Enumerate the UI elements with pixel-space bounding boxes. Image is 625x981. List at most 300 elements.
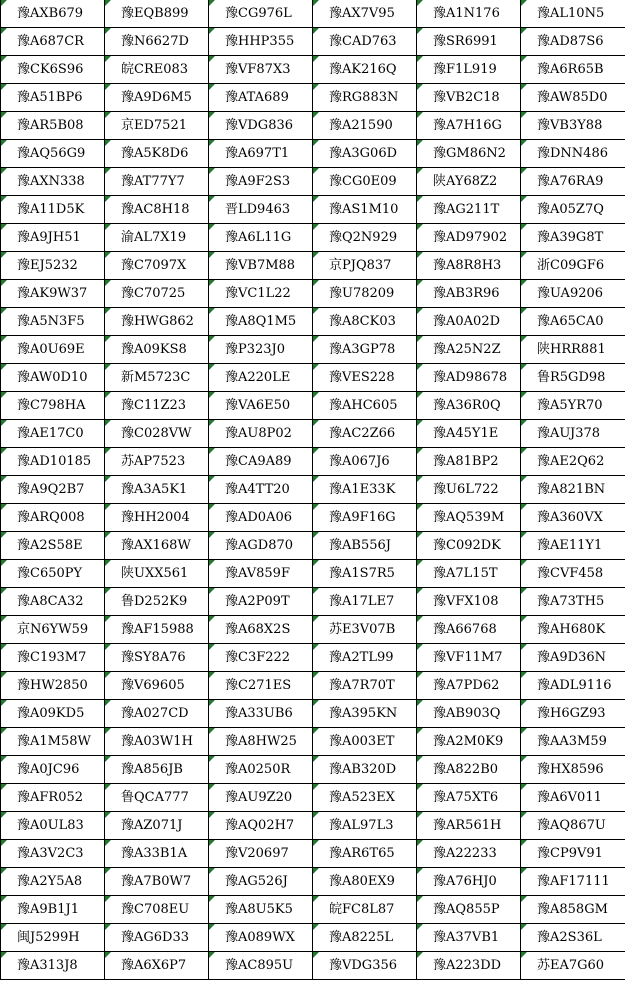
plate-cell[interactable] bbox=[105, 504, 209, 532]
plate-cell[interactable] bbox=[313, 756, 417, 784]
plate-cell[interactable] bbox=[209, 924, 313, 952]
plate-text: 豫A0JC96 bbox=[17, 762, 80, 777]
plate-cell[interactable] bbox=[1, 140, 105, 168]
plate-cell[interactable] bbox=[209, 140, 313, 168]
plate-cell[interactable] bbox=[209, 644, 313, 672]
plate-cell[interactable] bbox=[105, 56, 209, 84]
plate-text: 豫A36R0Q bbox=[433, 398, 501, 413]
plate-cell[interactable] bbox=[1, 28, 105, 56]
plate-cell[interactable] bbox=[521, 812, 625, 840]
plate-cell[interactable] bbox=[105, 112, 209, 140]
plate-cell[interactable] bbox=[521, 448, 625, 476]
plate-text: 豫DNN486 bbox=[537, 146, 608, 161]
text-number-indicator-icon bbox=[417, 252, 423, 258]
plate-cell[interactable] bbox=[105, 392, 209, 420]
plate-cell[interactable] bbox=[313, 504, 417, 532]
plate-cell[interactable] bbox=[313, 672, 417, 700]
plate-cell[interactable] bbox=[313, 364, 417, 392]
plate-cell[interactable] bbox=[105, 560, 209, 588]
plate-cell[interactable] bbox=[209, 560, 313, 588]
plate-cell[interactable] bbox=[1, 392, 105, 420]
plate-cell[interactable] bbox=[1, 364, 105, 392]
plate-cell[interactable] bbox=[417, 196, 521, 224]
plate-text: 豫A1N176 bbox=[433, 6, 500, 21]
plate-cell[interactable] bbox=[521, 392, 625, 420]
plate-cell[interactable] bbox=[1, 420, 105, 448]
plate-text: 豫CVF458 bbox=[537, 566, 604, 581]
plate-cell[interactable] bbox=[1, 644, 105, 672]
plate-text: 豫C193M7 bbox=[17, 650, 87, 665]
text-number-indicator-icon bbox=[313, 476, 319, 482]
text-number-indicator-icon bbox=[105, 224, 111, 230]
plate-text: 豫A65CA0 bbox=[537, 314, 604, 329]
plate-cell[interactable] bbox=[209, 168, 313, 196]
plate-cell[interactable] bbox=[209, 112, 313, 140]
plate-cell[interactable] bbox=[105, 728, 209, 756]
plate-cell[interactable] bbox=[313, 840, 417, 868]
plate-cell[interactable] bbox=[1, 336, 105, 364]
plate-text: 豫UA9206 bbox=[537, 286, 604, 301]
plate-cell[interactable] bbox=[1, 196, 105, 224]
plate-cell[interactable] bbox=[417, 532, 521, 560]
plate-cell[interactable] bbox=[105, 252, 209, 280]
plate-cell[interactable] bbox=[417, 728, 521, 756]
plate-cell[interactable] bbox=[417, 896, 521, 924]
plate-cell[interactable] bbox=[521, 644, 625, 672]
plate-cell[interactable] bbox=[521, 224, 625, 252]
text-number-indicator-icon bbox=[1, 168, 7, 174]
text-number-indicator-icon bbox=[521, 616, 527, 622]
plate-cell[interactable] bbox=[209, 476, 313, 504]
plate-cell[interactable] bbox=[1, 168, 105, 196]
plate-cell[interactable] bbox=[313, 532, 417, 560]
plate-cell[interactable] bbox=[209, 0, 313, 28]
text-number-indicator-icon bbox=[209, 364, 215, 370]
plate-cell[interactable] bbox=[417, 224, 521, 252]
plate-cell[interactable] bbox=[105, 700, 209, 728]
plate-cell[interactable] bbox=[521, 840, 625, 868]
plate-text: 豫AK9W37 bbox=[17, 286, 88, 301]
plate-cell[interactable] bbox=[417, 868, 521, 896]
text-number-indicator-icon bbox=[1, 784, 7, 790]
text-number-indicator-icon bbox=[209, 140, 215, 146]
plate-text: 豫A2Y5A8 bbox=[17, 874, 83, 889]
text-number-indicator-icon bbox=[521, 672, 527, 678]
plate-cell[interactable] bbox=[313, 896, 417, 924]
plate-cell[interactable] bbox=[417, 476, 521, 504]
plate-cell[interactable] bbox=[209, 336, 313, 364]
plate-cell[interactable] bbox=[105, 364, 209, 392]
plate-cell[interactable] bbox=[521, 252, 625, 280]
plate-text: 鲁R5GD98 bbox=[537, 370, 606, 385]
text-number-indicator-icon bbox=[417, 560, 423, 566]
plate-cell[interactable] bbox=[521, 364, 625, 392]
plate-cell[interactable] bbox=[313, 924, 417, 952]
plate-cell[interactable] bbox=[521, 616, 625, 644]
text-number-indicator-icon bbox=[313, 588, 319, 594]
plate-cell[interactable] bbox=[1, 700, 105, 728]
text-number-indicator-icon bbox=[1, 392, 7, 398]
plate-cell[interactable] bbox=[417, 812, 521, 840]
text-number-indicator-icon bbox=[521, 644, 527, 650]
text-number-indicator-icon bbox=[209, 420, 215, 426]
plate-cell[interactable] bbox=[521, 476, 625, 504]
plate-cell[interactable] bbox=[521, 196, 625, 224]
table-row bbox=[1, 756, 625, 784]
plate-cell[interactable] bbox=[313, 448, 417, 476]
text-number-indicator-icon bbox=[313, 532, 319, 538]
plate-text: 豫AW85D0 bbox=[537, 90, 608, 105]
plate-cell[interactable] bbox=[521, 728, 625, 756]
plate-cell[interactable] bbox=[209, 952, 313, 980]
text-number-indicator-icon bbox=[105, 140, 111, 146]
plate-cell[interactable] bbox=[313, 728, 417, 756]
plate-cell[interactable] bbox=[1, 84, 105, 112]
plate-cell[interactable] bbox=[417, 420, 521, 448]
plate-cell[interactable] bbox=[209, 308, 313, 336]
plate-cell[interactable] bbox=[521, 784, 625, 812]
text-number-indicator-icon bbox=[105, 672, 111, 678]
plate-text: 豫A39G8T bbox=[537, 230, 604, 245]
plate-cell[interactable] bbox=[209, 84, 313, 112]
text-number-indicator-icon bbox=[1, 112, 7, 118]
plate-cell[interactable] bbox=[209, 280, 313, 308]
plate-cell[interactable] bbox=[105, 140, 209, 168]
plate-cell[interactable] bbox=[1, 952, 105, 980]
plate-cell[interactable] bbox=[105, 672, 209, 700]
plate-cell[interactable] bbox=[521, 504, 625, 532]
plate-cell[interactable] bbox=[1, 112, 105, 140]
plate-cell[interactable] bbox=[105, 756, 209, 784]
plate-text: 豫A9F2S3 bbox=[225, 174, 291, 189]
plate-cell[interactable] bbox=[1, 252, 105, 280]
plate-cell[interactable] bbox=[209, 840, 313, 868]
plate-cell[interactable] bbox=[105, 896, 209, 924]
plate-text: 豫U78209 bbox=[329, 286, 395, 301]
plate-cell[interactable] bbox=[209, 868, 313, 896]
plate-cell[interactable] bbox=[313, 0, 417, 28]
plate-cell[interactable] bbox=[1, 504, 105, 532]
plate-text: 豫A360VX bbox=[537, 510, 603, 525]
text-number-indicator-icon bbox=[313, 0, 319, 6]
plate-cell[interactable] bbox=[1, 476, 105, 504]
plate-cell[interactable] bbox=[313, 868, 417, 896]
text-number-indicator-icon bbox=[313, 616, 319, 622]
plate-cell[interactable] bbox=[209, 252, 313, 280]
plate-cell[interactable] bbox=[209, 392, 313, 420]
plate-cell[interactable] bbox=[1, 924, 105, 952]
plate-cell[interactable] bbox=[209, 728, 313, 756]
plate-text: 豫A66768 bbox=[433, 622, 497, 637]
plate-cell[interactable] bbox=[417, 616, 521, 644]
plate-cell[interactable] bbox=[1, 896, 105, 924]
plate-cell[interactable] bbox=[1, 840, 105, 868]
plate-cell[interactable] bbox=[1, 56, 105, 84]
plate-cell[interactable] bbox=[417, 392, 521, 420]
plate-cell[interactable] bbox=[105, 168, 209, 196]
plate-cell[interactable] bbox=[417, 840, 521, 868]
table-row bbox=[1, 420, 625, 448]
table-row bbox=[1, 336, 625, 364]
text-number-indicator-icon bbox=[521, 924, 527, 930]
plate-text: 豫A223DD bbox=[433, 958, 502, 973]
plate-cell[interactable] bbox=[313, 280, 417, 308]
plate-text: 豫A2S36L bbox=[537, 930, 602, 945]
plate-cell[interactable] bbox=[209, 28, 313, 56]
plate-cell[interactable] bbox=[417, 0, 521, 28]
plate-cell[interactable] bbox=[209, 532, 313, 560]
plate-cell[interactable] bbox=[417, 28, 521, 56]
plate-text: 豫C798HA bbox=[17, 398, 86, 413]
text-number-indicator-icon bbox=[313, 924, 319, 930]
plate-cell[interactable] bbox=[1, 728, 105, 756]
plate-cell[interactable] bbox=[209, 364, 313, 392]
plate-cell[interactable] bbox=[1, 280, 105, 308]
plate-cell[interactable] bbox=[105, 532, 209, 560]
text-number-indicator-icon bbox=[105, 756, 111, 762]
text-number-indicator-icon bbox=[521, 84, 527, 90]
plate-text: 豫GM86N2 bbox=[433, 146, 506, 161]
plate-cell[interactable] bbox=[417, 784, 521, 812]
plate-cell[interactable] bbox=[1, 812, 105, 840]
plate-text: 豫A8225L bbox=[329, 930, 394, 945]
text-number-indicator-icon bbox=[521, 812, 527, 818]
plate-cell[interactable] bbox=[521, 308, 625, 336]
plate-cell[interactable] bbox=[105, 616, 209, 644]
plate-text: 豫AX7V95 bbox=[329, 6, 395, 21]
plate-cell[interactable] bbox=[521, 56, 625, 84]
plate-text: 豫Q2N929 bbox=[329, 230, 398, 245]
plate-cell[interactable] bbox=[521, 560, 625, 588]
text-number-indicator-icon bbox=[105, 868, 111, 874]
plate-cell[interactable] bbox=[209, 812, 313, 840]
plate-cell[interactable] bbox=[417, 700, 521, 728]
text-number-indicator-icon bbox=[1, 476, 7, 482]
plate-cell[interactable] bbox=[417, 252, 521, 280]
plate-text: 豫A1E33K bbox=[329, 482, 396, 497]
plate-cell[interactable] bbox=[1, 588, 105, 616]
text-number-indicator-icon bbox=[417, 812, 423, 818]
plate-text: 豫A7H16G bbox=[433, 118, 502, 133]
plate-cell[interactable] bbox=[521, 0, 625, 28]
plate-cell[interactable] bbox=[521, 868, 625, 896]
plate-text: 豫AG211T bbox=[433, 202, 500, 217]
plate-cell[interactable] bbox=[209, 756, 313, 784]
plate-cell[interactable] bbox=[105, 336, 209, 364]
plate-cell[interactable] bbox=[417, 924, 521, 952]
plate-cell[interactable] bbox=[313, 308, 417, 336]
plate-text: 豫AQ867U bbox=[537, 818, 606, 833]
plate-cell[interactable] bbox=[417, 308, 521, 336]
plate-cell[interactable] bbox=[105, 280, 209, 308]
plate-cell[interactable] bbox=[417, 84, 521, 112]
plate-cell[interactable] bbox=[521, 168, 625, 196]
plate-cell[interactable] bbox=[521, 140, 625, 168]
plate-cell[interactable] bbox=[1, 560, 105, 588]
plate-cell[interactable] bbox=[209, 700, 313, 728]
plate-cell[interactable] bbox=[417, 756, 521, 784]
text-number-indicator-icon bbox=[521, 112, 527, 118]
plate-cell[interactable] bbox=[313, 56, 417, 84]
plate-cell[interactable] bbox=[105, 308, 209, 336]
text-number-indicator-icon bbox=[209, 336, 215, 342]
plate-cell[interactable] bbox=[521, 924, 625, 952]
plate-cell[interactable] bbox=[313, 420, 417, 448]
plate-cell[interactable] bbox=[105, 784, 209, 812]
plate-cell[interactable] bbox=[105, 924, 209, 952]
text-number-indicator-icon bbox=[313, 28, 319, 34]
plate-cell[interactable] bbox=[521, 588, 625, 616]
plate-cell[interactable] bbox=[209, 616, 313, 644]
plate-cell[interactable] bbox=[105, 224, 209, 252]
plate-cell[interactable] bbox=[209, 224, 313, 252]
plate-cell[interactable] bbox=[105, 0, 209, 28]
plate-cell[interactable] bbox=[1, 448, 105, 476]
text-number-indicator-icon bbox=[417, 756, 423, 762]
plate-cell[interactable] bbox=[209, 420, 313, 448]
text-number-indicator-icon bbox=[313, 756, 319, 762]
plate-cell[interactable] bbox=[521, 672, 625, 700]
plate-cell[interactable] bbox=[313, 224, 417, 252]
plate-cell[interactable] bbox=[1, 756, 105, 784]
plate-cell[interactable] bbox=[105, 952, 209, 980]
plate-text: 豫A7L15T bbox=[433, 566, 498, 581]
text-number-indicator-icon bbox=[105, 896, 111, 902]
plate-cell[interactable] bbox=[313, 812, 417, 840]
plate-cell[interactable] bbox=[1, 616, 105, 644]
plate-cell[interactable] bbox=[209, 784, 313, 812]
plate-text: 鲁D252K9 bbox=[121, 594, 188, 609]
plate-cell[interactable] bbox=[313, 252, 417, 280]
plate-cell[interactable] bbox=[417, 336, 521, 364]
plate-cell[interactable] bbox=[313, 616, 417, 644]
plate-text: 豫VB2C18 bbox=[433, 90, 500, 105]
plate-cell[interactable] bbox=[417, 364, 521, 392]
plate-cell[interactable] bbox=[1, 672, 105, 700]
plate-cell[interactable] bbox=[105, 588, 209, 616]
plate-cell[interactable] bbox=[1, 532, 105, 560]
text-number-indicator-icon bbox=[209, 588, 215, 594]
plate-cell[interactable] bbox=[105, 812, 209, 840]
plate-cell[interactable] bbox=[313, 560, 417, 588]
plate-cell[interactable] bbox=[417, 560, 521, 588]
plate-cell[interactable] bbox=[313, 112, 417, 140]
plate-cell[interactable] bbox=[1, 868, 105, 896]
text-number-indicator-icon bbox=[521, 868, 527, 874]
plate-cell[interactable] bbox=[1, 224, 105, 252]
table-row bbox=[1, 448, 625, 476]
plate-cell[interactable] bbox=[417, 504, 521, 532]
plate-cell[interactable] bbox=[417, 644, 521, 672]
text-number-indicator-icon bbox=[521, 476, 527, 482]
plate-cell[interactable] bbox=[313, 476, 417, 504]
plate-cell[interactable] bbox=[313, 336, 417, 364]
text-number-indicator-icon bbox=[417, 532, 423, 538]
plate-text: 豫A1S7R5 bbox=[329, 566, 395, 581]
plate-text: 豫AG526J bbox=[225, 874, 288, 889]
plate-cell[interactable] bbox=[1, 308, 105, 336]
plate-text: 豫A09KS8 bbox=[121, 342, 187, 357]
plate-cell[interactable] bbox=[417, 672, 521, 700]
plate-text: 豫AXN338 bbox=[17, 174, 85, 189]
plate-cell[interactable] bbox=[521, 28, 625, 56]
plate-text: 豫A027CD bbox=[121, 706, 189, 721]
plate-cell[interactable] bbox=[105, 84, 209, 112]
plate-cell[interactable] bbox=[521, 700, 625, 728]
plate-cell[interactable] bbox=[209, 896, 313, 924]
plate-cell[interactable] bbox=[313, 140, 417, 168]
text-number-indicator-icon bbox=[209, 560, 215, 566]
text-number-indicator-icon bbox=[1, 812, 7, 818]
plate-cell[interactable] bbox=[313, 952, 417, 980]
plate-cell[interactable] bbox=[209, 448, 313, 476]
plate-cell[interactable] bbox=[209, 196, 313, 224]
plate-text: 豫A3A5K1 bbox=[121, 482, 188, 497]
plate-cell[interactable] bbox=[313, 196, 417, 224]
plate-cell[interactable] bbox=[105, 28, 209, 56]
text-number-indicator-icon bbox=[209, 812, 215, 818]
plate-cell[interactable] bbox=[521, 756, 625, 784]
plate-cell[interactable] bbox=[313, 84, 417, 112]
text-number-indicator-icon bbox=[209, 84, 215, 90]
plate-cell[interactable] bbox=[417, 168, 521, 196]
plate-cell[interactable] bbox=[417, 952, 521, 980]
plate-cell[interactable] bbox=[105, 840, 209, 868]
text-number-indicator-icon bbox=[105, 56, 111, 62]
plate-cell[interactable] bbox=[105, 196, 209, 224]
plate-cell[interactable] bbox=[521, 532, 625, 560]
plate-text: 豫VES228 bbox=[329, 370, 395, 385]
plate-cell[interactable] bbox=[209, 504, 313, 532]
plate-cell[interactable] bbox=[417, 448, 521, 476]
plate-cell[interactable] bbox=[209, 588, 313, 616]
text-number-indicator-icon bbox=[521, 308, 527, 314]
plate-cell[interactable] bbox=[521, 112, 625, 140]
plate-cell[interactable] bbox=[313, 28, 417, 56]
plate-cell[interactable] bbox=[209, 672, 313, 700]
plate-cell[interactable] bbox=[105, 868, 209, 896]
plate-cell[interactable] bbox=[521, 84, 625, 112]
plate-cell[interactable] bbox=[417, 280, 521, 308]
plate-cell[interactable] bbox=[417, 588, 521, 616]
plate-cell[interactable] bbox=[417, 140, 521, 168]
plate-cell[interactable] bbox=[313, 392, 417, 420]
plate-cell[interactable] bbox=[521, 952, 625, 980]
plate-cell[interactable] bbox=[313, 784, 417, 812]
plate-cell[interactable] bbox=[313, 644, 417, 672]
plate-cell[interactable] bbox=[209, 56, 313, 84]
plate-text: 豫AU9Z20 bbox=[225, 790, 293, 805]
plate-cell[interactable] bbox=[105, 476, 209, 504]
plate-cell[interactable] bbox=[313, 168, 417, 196]
text-number-indicator-icon bbox=[105, 812, 111, 818]
plate-cell[interactable] bbox=[417, 112, 521, 140]
table-row bbox=[1, 560, 625, 588]
plate-cell[interactable] bbox=[105, 644, 209, 672]
plate-cell[interactable] bbox=[1, 784, 105, 812]
plate-cell[interactable] bbox=[417, 56, 521, 84]
plate-cell[interactable] bbox=[313, 700, 417, 728]
plate-cell[interactable] bbox=[521, 336, 625, 364]
plate-cell[interactable] bbox=[521, 280, 625, 308]
plate-text: 豫A75XT6 bbox=[433, 790, 499, 805]
plate-cell[interactable] bbox=[313, 588, 417, 616]
plate-cell[interactable] bbox=[1, 0, 105, 28]
plate-cell[interactable] bbox=[105, 420, 209, 448]
plate-cell[interactable] bbox=[521, 896, 625, 924]
plate-cell[interactable] bbox=[105, 448, 209, 476]
plate-cell[interactable] bbox=[521, 420, 625, 448]
